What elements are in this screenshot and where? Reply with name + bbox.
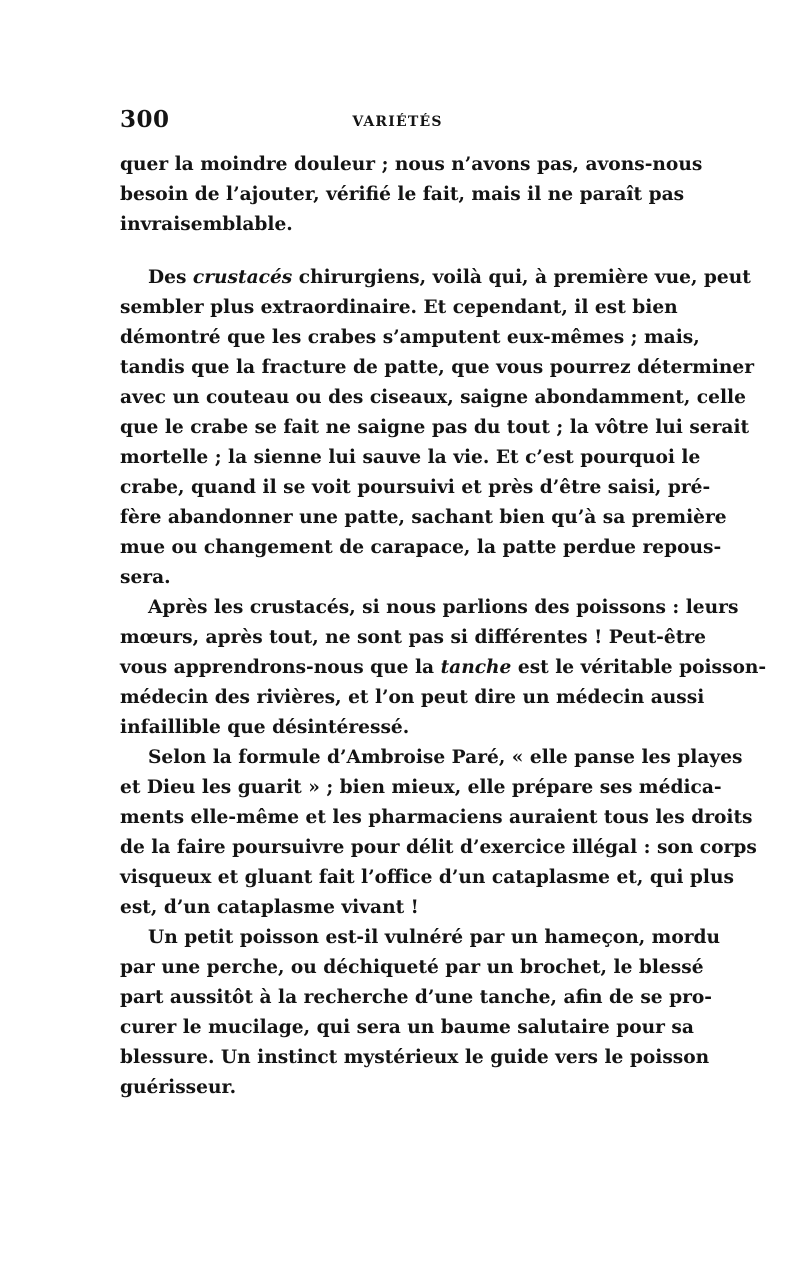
- text-segment: que le crabe se fait ne saigne pas du tout ; la vôtre lui serait: [120, 417, 750, 438]
- text-line: [120, 443, 701, 473]
- text-segment: curer le mucilage, qui sera un baume salutaire pour sa: [120, 1017, 694, 1038]
- text-segment: est, d’un cataplasme vivant !: [120, 897, 419, 918]
- text-segment: chirurgiens, voilà qui, à première vue, peut: [292, 267, 751, 288]
- text-segment: sera.: [120, 567, 171, 588]
- text-segment: sembler plus extraordinaire. Et cependant, il est bien: [120, 297, 678, 318]
- text-segment: et Dieu les guarit » ; bien mieux, elle prépare ses médica-: [120, 777, 722, 798]
- text-segment: mortelle ; la sienne lui sauve la vie. Et c’est pourquoi le: [120, 447, 701, 468]
- page-header: [120, 106, 675, 140]
- text-line: [120, 773, 722, 803]
- text-segment: blessure. Un instinct mystérieux le guide vers le poisson: [120, 1047, 710, 1068]
- text-segment: Après les crustacés, si nous parlions des poissons : leurs: [148, 597, 739, 618]
- text-segment: mue ou changement de carapace, la patte perdue repous-: [120, 537, 722, 558]
- body-text: [120, 150, 767, 1103]
- text-line: [120, 1073, 675, 1103]
- text-segment: fère abandonner une patte, sachant bien qu’à sa première: [120, 507, 727, 528]
- text-line: [120, 803, 753, 833]
- text-line: [120, 533, 722, 563]
- text-segment: infaillible que désintéressé.: [120, 717, 410, 738]
- text-line: [120, 210, 675, 240]
- text-line: [120, 833, 757, 863]
- text-segment: quer la moindre douleur ; nous n’avons pas, avons-nous: [120, 154, 703, 175]
- text-segment: de la faire poursuivre pour délit d’exercice illégal : son corps: [120, 837, 757, 858]
- text-segment: médecin des rivières, et l’on peut dire un médecin aussi: [120, 687, 705, 708]
- running-head: VARIÉTÉS: [352, 114, 443, 130]
- text-line: [120, 863, 734, 893]
- paragraph-gap: [120, 240, 675, 263]
- text-segment: est le véritable poisson-: [511, 657, 767, 678]
- italic-word: tanche: [440, 657, 512, 678]
- text-line: [120, 983, 713, 1013]
- text-line: [120, 413, 750, 443]
- text-line: [120, 1043, 710, 1073]
- text-segment: vous apprendrons-nous que la: [120, 657, 441, 678]
- text-segment: Des: [148, 267, 193, 288]
- text-segment: par une perche, ou déchiqueté par un brochet, le blessé: [120, 957, 704, 978]
- text-line: [120, 293, 678, 323]
- page-number: 300: [120, 106, 170, 133]
- text-segment: guérisseur.: [120, 1077, 237, 1098]
- text-line: [120, 383, 746, 413]
- paragraph: [120, 150, 703, 240]
- text-segment: besoin de l’ajouter, vérifié le fait, mais il ne paraît pas: [120, 184, 685, 205]
- text-segment: Un petit poisson est-il vulnéré par un hameçon, mordu: [148, 927, 721, 948]
- text-line: [120, 713, 675, 743]
- paragraph: [120, 743, 757, 923]
- italic-word: crustacés: [192, 267, 293, 288]
- text-line: [120, 593, 739, 623]
- text-line: [120, 323, 700, 353]
- text-line: [120, 503, 727, 533]
- text-line: [120, 683, 705, 713]
- text-line: [120, 893, 675, 923]
- text-segment: visqueux et gluant fait l’office d’un cataplasme et, qui plus: [120, 867, 734, 888]
- text-segment: part aussitôt à la recherche d’une tanche, afin de se pro-: [120, 987, 713, 1008]
- text-segment: mœurs, après tout, ne sont pas si différentes ! Peut-être: [120, 627, 706, 648]
- text-segment: Selon la formule d’Ambroise Paré, « elle panse les playes: [148, 747, 743, 768]
- text-segment: crabe, quand il se voit poursuivi et près d’être saisi, pré-: [120, 477, 711, 498]
- text-line: [120, 150, 703, 180]
- text-line: [120, 623, 706, 653]
- text-line: [120, 953, 704, 983]
- text-line: [120, 473, 711, 503]
- text-line: [120, 1013, 694, 1043]
- text-segment: tandis que la fracture de patte, que vous pourrez déterminer: [120, 357, 755, 378]
- text-line: [120, 263, 751, 293]
- text-segment: ments elle-même et les pharmaciens auraient tous les droits: [120, 807, 753, 828]
- text-line: [120, 923, 721, 953]
- text-line: [120, 563, 675, 593]
- text-segment: démontré que les crabes s’amputent eux-mêmes ; mais,: [120, 327, 700, 348]
- text-line: [120, 743, 743, 773]
- paragraph: [120, 923, 721, 1103]
- text-segment: invraisemblable.: [120, 214, 293, 235]
- text-line: [120, 653, 767, 683]
- paragraph: [120, 263, 755, 593]
- text-line: [120, 353, 755, 383]
- text-segment: avec un couteau ou des ciseaux, saigne abondamment, celle: [120, 387, 746, 408]
- paragraph: [120, 593, 767, 743]
- text-line: [120, 180, 685, 210]
